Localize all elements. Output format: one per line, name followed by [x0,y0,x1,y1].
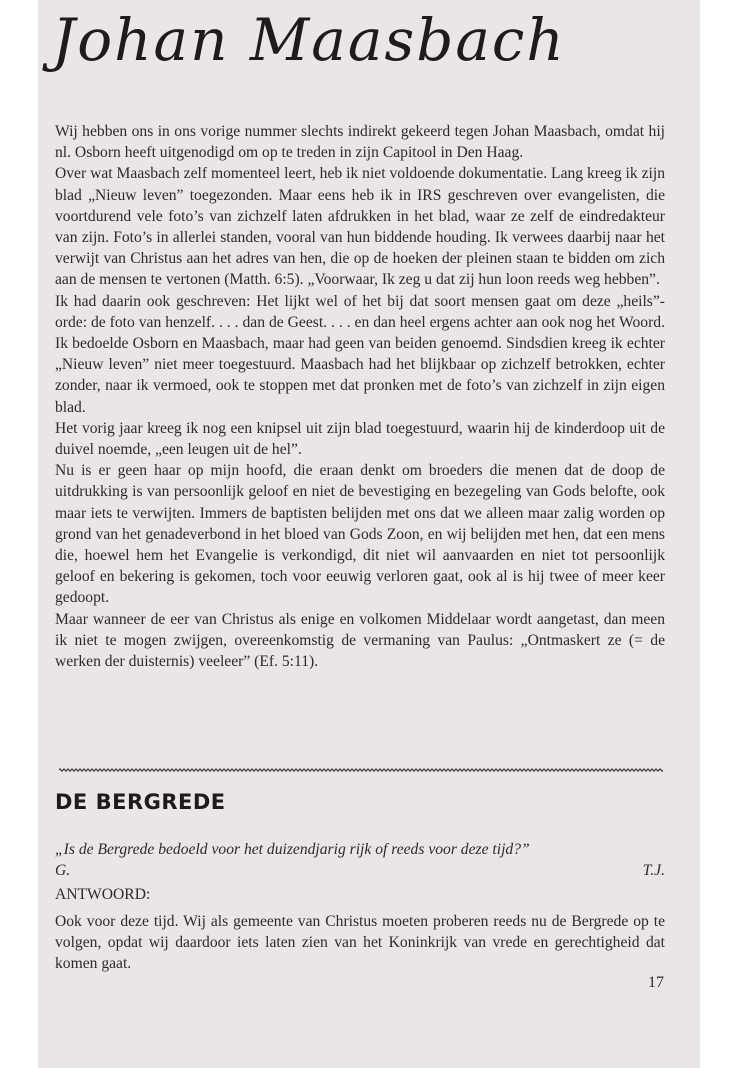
article-body [55,121,665,672]
article-paragraph: Het vorig jaar kreeg ik nog een knipsel uit zijn blad toegestuurd, waarin hij de kinderdoop uit de duivel noemde, „een leugen uit de hel”. [55,419,665,459]
article-paragraph: Over wat Maasbach zelf momenteel leert, heb ik niet voldoende dokumentatie. Lang kreeg ik zijn blad „Nieuw leven” toegezonden. Maar eens heb ik in IRS geschreven over evangelisten, die voortdurend vele foto’s van zichzelf laten afdrukken in het blad, waar ze zelf de eindredakteur van zijn. Foto’s in allerlei standen, vooral van hun biddende houding. Ik verwees daarbij naar het verwijt van Christus aan het adres van hen, die op de hoeken der pleinen staan te bidden om zich aan de mensen te vertonen (Matth. 6:5). „Voorwaar, Ik zeg u dat zij hun loon reeds weg hebben”. [55,165,665,289]
question-text: „Is de Bergrede bedoeld voor het duizendjarig rijk of reeds voor deze tijd?” [55,841,530,858]
article-paragraph: Wij hebben ons in ons vorige nummer slechts indirekt gekeerd tegen Johan Maasbach, omdat hij nl. Osborn heeft uitgenodigd om op te treden in zijn Capitool in Den Haag. [55,123,665,162]
article-title: Johan Maasbach [52,6,566,74]
page-number: 17 [648,974,664,991]
article-paragraph: Ik had daarin ook geschreven: Het lijkt wel of het bij dat soort mensen gaat om deze „heils”-orde: de foto van henzelf. . . . dan de Geest. . . . en dan heel ergens achter aan ook nog het Woord. Ik bedoelde Osborn en Maasbach, maar had geen van beiden genoemd. Sindsdien kreeg ik echter „Nieuw leven” niet meer toegestuurd. Maasbach had het blijkbaar op zichzelf betrokken, echter zonder, naar ik vermoed, ook te stoppen met dat pronken met de foto’s van zichzelf in zijn eigen blad. [55,292,665,416]
magazine-page [38,0,700,1068]
section-heading: DE BERGREDE [55,790,226,814]
question-sender: G. [55,862,71,879]
answer-text: Ook voor deze tijd. Wij als gemeente van Christus moeten proberen reeds nu de Bergrede op te volgen, opdat wij daardoor iets laten zien van het Koninkrijk van vrede en gerechtigheid dat komen gaat. [55,913,665,973]
article-paragraph: Maar wanneer de eer van Christus als enige en volkomen Middelaar wordt aangetast, dan meen ik niet te mogen zwijgen, overeenkomstig de vermaning van Paulus: „Ontmaskert ze (= de werken der duisternis) veeleer” (Ef. 5:11). [55,610,665,671]
article-paragraph: Nu is er geen haar op mijn hoofd, die eraan denkt om broeders die menen dat de doop de uitdrukking is van persoonlijk geloof en niet de bevestiging en bezegeling van Gods belofte, ook maar iets te verwijten. Immers de baptisten belijden met ons dat we alleen maar zalig worden op grond van het genadeverbond in het bloed van Gods Zoon, en wij belijden met hen, dat een mens die, hoewel hem het Evangelie is verkondigd, dit niet wil aanvaarden en niet tot persoonlijk geloof en bekering is gekomen, toch voor eeuwig verloren gaat, ook al is hij twee of meer keer gedoopt. [55,462,665,607]
reader-question [55,839,665,881]
answer-label: ANTWOORD: [55,886,151,903]
wavy-divider [59,767,663,773]
question-initials: T.J. [642,862,665,879]
